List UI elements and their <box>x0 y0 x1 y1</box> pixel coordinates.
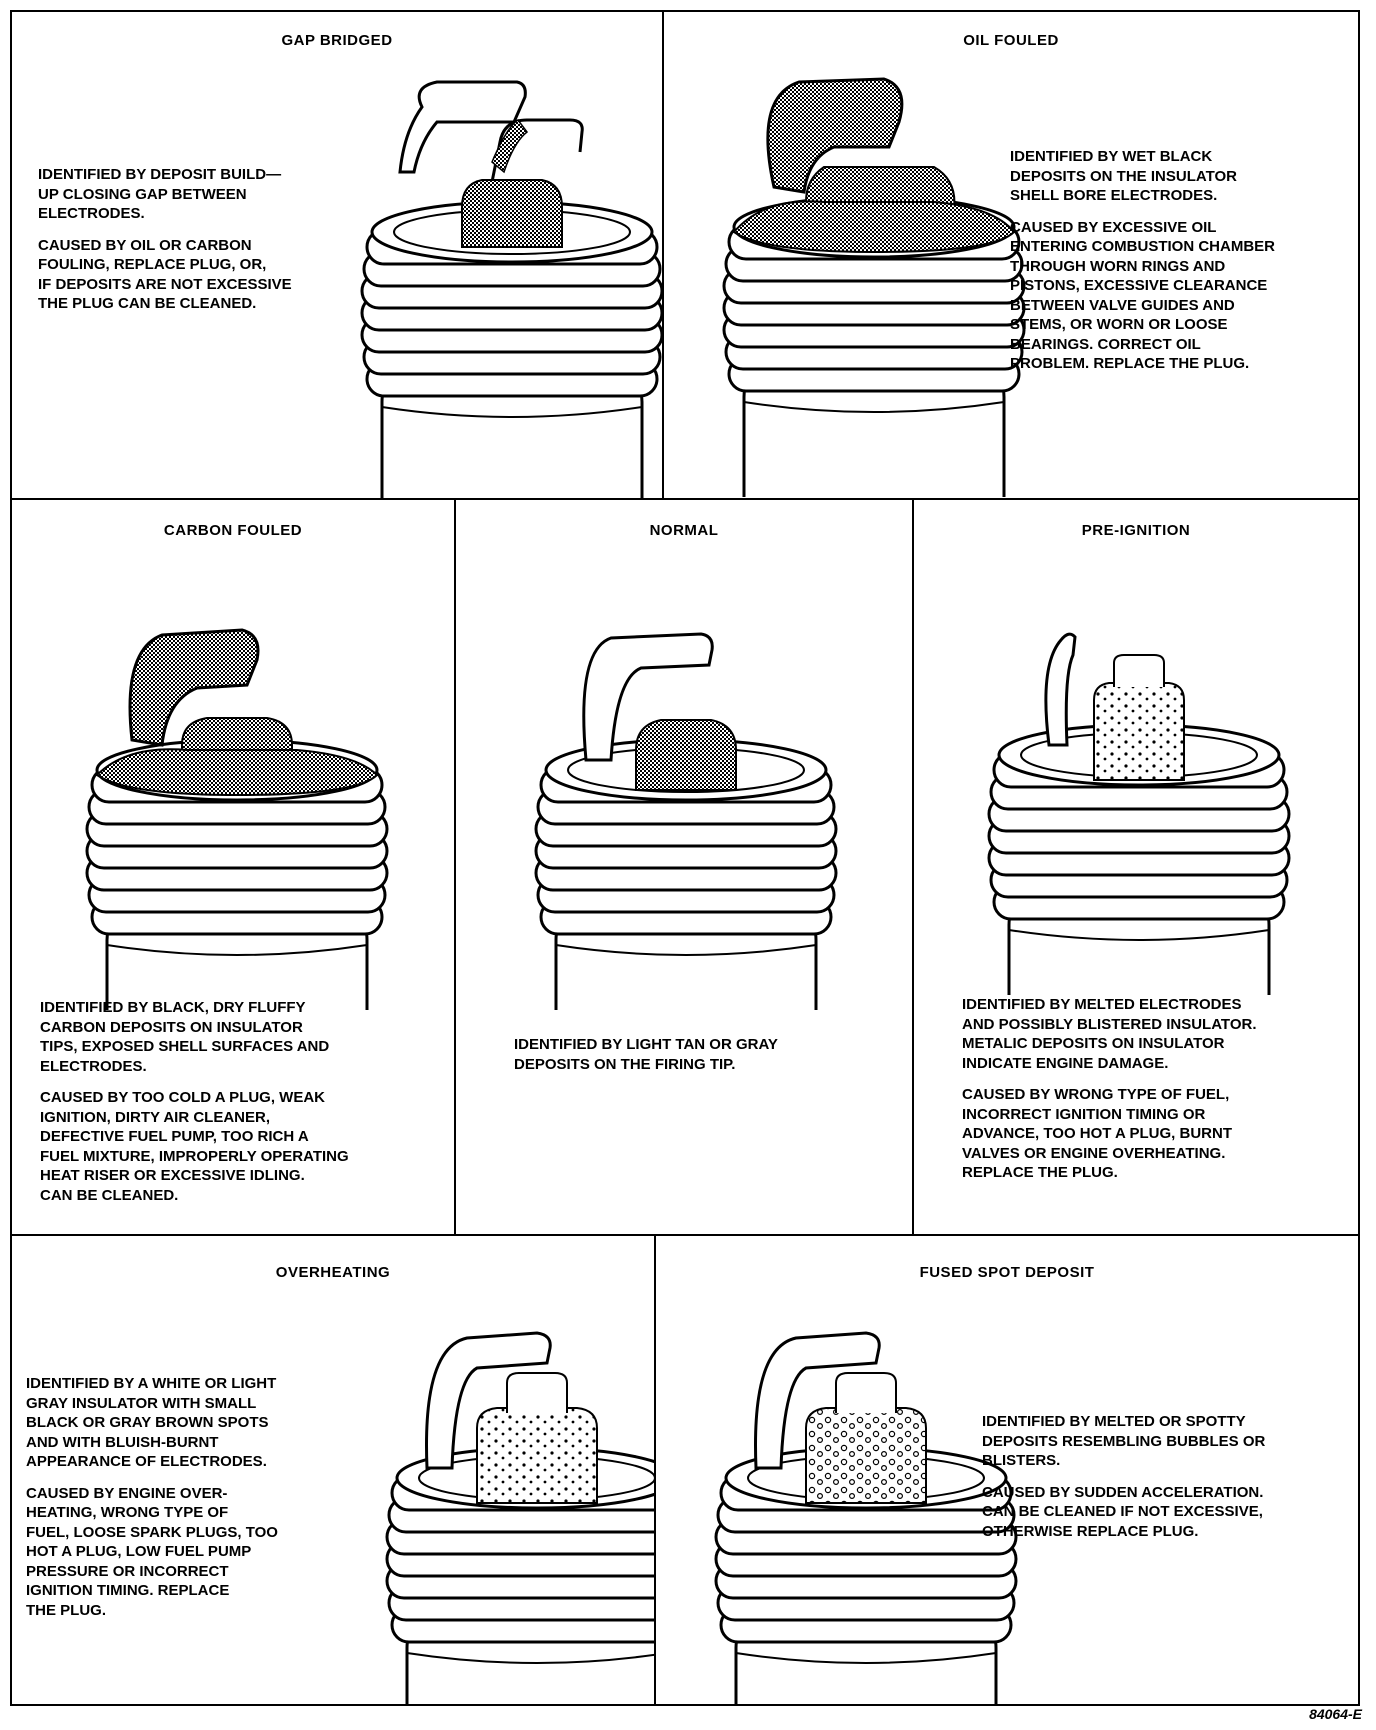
spark-plug-illustration <box>67 610 407 1010</box>
identified-text: IDENTIFIED BY LIGHT TAN OR GRAY DEPOSITS ON THE FIRING TIP. <box>514 1036 778 1073</box>
panel-title: FUSED SPOT DEPOSIT <box>919 1264 1095 1281</box>
panel-description <box>962 995 1357 1195</box>
panel-title: GAP BRIDGED <box>281 32 393 49</box>
identified-text: IDENTIFIED BY A WHITE OR LIGHT GRAY INSULATOR WITH SMALL BLACK OR GRAY BROWN SPOTS AND WITH BLUISH-BURNT APPEARANCE OF ELECTRODES. <box>26 1375 277 1470</box>
identified-text: IDENTIFIED BY MELTED ELECTRODES AND POSSIBLY BLISTERED INSULATOR. METALIC DEPOSITS ON INSULATOR INDICATE ENGINE DAMAGE. <box>962 996 1257 1072</box>
panel-description <box>26 1374 356 1632</box>
figure-id: 84064-E <box>1309 1706 1362 1722</box>
panel-title: CARBON FOULED <box>163 522 303 539</box>
panel-title: OIL FOULED <box>963 32 1059 49</box>
caused-text: CAUSED BY OIL OR CARBON FOULING, REPLACE PLUG, OR, IF DEPOSITS ARE NOT EXCESSIVE THE PLUG CAN BE CLEANED. <box>38 236 292 312</box>
panel-pre-ignition <box>912 498 1360 1236</box>
panel-title: NORMAL <box>649 522 719 539</box>
panel-fused-spot-deposit <box>654 1234 1360 1706</box>
spark-plug-illustration <box>342 72 664 500</box>
spark-plug-illustration <box>516 610 856 1010</box>
panel-title: OVERHEATING <box>275 1264 391 1281</box>
panel-normal <box>454 498 914 1236</box>
panel-title: PRE-IGNITION <box>1081 522 1191 539</box>
identified-text: IDENTIFIED BY MELTED OR SPOTTY DEPOSITS RESEMBLING BUBBLES OR BLISTERS. <box>982 1413 1266 1469</box>
identified-text: IDENTIFIED BY BLACK, DRY FLUFFY CARBON DEPOSITS ON INSULATOR TIPS, EXPOSED SHELL SURFACES AND ELECTRODES. <box>40 999 330 1075</box>
spark-plug-illustration <box>704 67 1044 500</box>
identified-text: IDENTIFIED BY DEPOSIT BUILD— UP CLOSING GAP BETWEEN ELECTRODES. <box>38 166 282 222</box>
caused-text: CAUSED BY ENGINE OVER- HEATING, WRONG TYPE OF FUEL, LOOSE SPARK PLUGS, TOO HOT A PLUG, LOW FUEL PUMP PRESSURE OR INCORRECT IGNITION TIMING. REPLACE THE PLUG. <box>26 1484 278 1619</box>
caused-text: CAUSED BY SUDDEN ACCELERATION. CAN BE CLEANED IF NOT EXCESSIVE, OTHERWISE REPLACE PLUG. <box>982 1483 1264 1540</box>
spark-plug-illustration <box>969 595 1309 995</box>
caused-text: CAUSED BY WRONG TYPE OF FUEL, INCORRECT IGNITION TIMING OR ADVANCE, TOO HOT A PLUG, BURNT VALVES OR ENGINE OVERHEATING. REPLACE THE PLUG. <box>962 1086 1232 1181</box>
spark-plug-illustration <box>367 1318 656 1706</box>
caused-text: CAUSED BY EXCESSIVE OIL ENTERING COMBUSTION CHAMBER THROUGH WORN RINGS AND PISTONS, EXCESSIVE CLEARANCE BETWEEN VALVE GUIDES AND STEMS, OR WORN OR LOOSE BEARINGS. CORRECT OIL PROBLEM. REPLACE THE PLUG. <box>1010 218 1275 372</box>
panel-overheating <box>10 1234 656 1706</box>
panel-description <box>982 1412 1352 1553</box>
panel-description <box>1010 147 1350 386</box>
panel-description <box>38 165 368 326</box>
panel-gap-bridged <box>10 10 664 500</box>
panel-description <box>514 1035 904 1086</box>
caused-text: CAUSED BY TOO COLD A PLUG, WEAK IGNITION, DIRTY AIR CLEANER, DEFECTIVE FUEL PUMP, TOO RICH A FUEL MIXTURE, IMPROPERLY OPERATING HEAT RISER OR EXCESSIVE IDLING. CAN BE CLEANED. <box>40 1089 349 1204</box>
identified-text: IDENTIFIED BY WET BLACK DEPOSITS ON THE INSULATOR SHELL BORE ELECTRODES. <box>1010 148 1237 204</box>
panel-oil-fouled <box>662 10 1360 500</box>
panel-carbon-fouled <box>10 498 456 1236</box>
panel-description <box>40 998 450 1217</box>
